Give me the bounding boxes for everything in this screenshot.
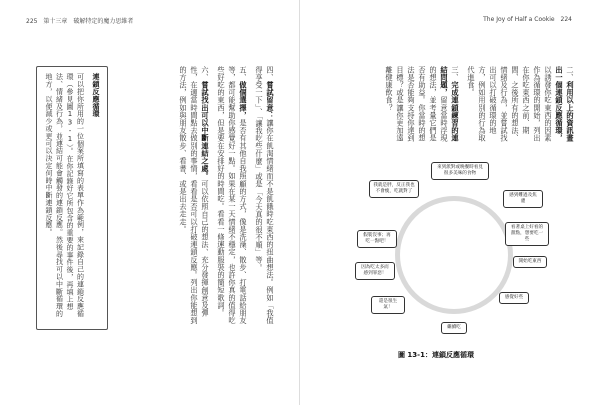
diagram-node: 還是很生氣！ [371, 296, 405, 314]
right-header-title: The Joy of Half a Cookie [483, 16, 555, 23]
diagram-node: 感到難過及焦慮 [503, 190, 543, 208]
right-running-header [483, 16, 572, 23]
item-prefix: 三、 [451, 66, 460, 82]
diagram-node: 我就是胖，反正我也不會瘦，吃就對了 [369, 180, 419, 198]
list-item [466, 66, 576, 146]
diagram-node: 開始吃東西 [513, 256, 547, 268]
item-text: 是否有其他自我照顧的方式，像是洗澡、散步、打電話給朋友等，都可能幫助你感覺好一點。如果在某一天情緒不穩定，也許你真的值得吃些好吃的東西，但是要在安排好的時間吃。看看一條運動服裝的簡短歌詞。 [217, 66, 248, 325]
item-text: 讓你在飢渴情緒而不是飢餓時吃東西的扭曲想法。例如「我值得享受一下」、「讓我吃些什麼」或是「今天真的很不順」等。 [255, 66, 275, 325]
sidebar-title: 連鎖反應循環 [92, 73, 100, 118]
item-prefix: 六、 [201, 66, 210, 82]
list-item [384, 66, 461, 146]
diagram-node: 感覺好些 [499, 292, 529, 304]
left-header-title: 第十三章 破解特定的魔力思維者 [43, 18, 134, 25]
item-prefix: 四、 [266, 66, 275, 82]
left-running-header [26, 16, 133, 25]
right-body-text [379, 66, 576, 146]
diagram-node: 看著桌上好看的甜點，想要吃一些 [505, 222, 549, 246]
diagram-node: 繼續吃 [441, 322, 467, 334]
figure-caption: 圖 13-1：連鎖反應循環 [398, 351, 474, 359]
list-item [216, 66, 249, 326]
left-body-text [173, 66, 276, 326]
list-item [178, 66, 211, 326]
diagram-node: 因為吃太多而感到罪惡！ [355, 262, 395, 280]
diagram-node: 假裝沒事；再吃一點吧！ [357, 230, 397, 248]
item-prefix: 二、 [566, 66, 575, 82]
item-highlight: 利用以上的資訊畫出一個連鎖反應循環， [555, 66, 575, 143]
right-page-number: 224 [560, 16, 572, 23]
chain-reaction-diagram [353, 156, 553, 356]
item-prefix: 五、 [239, 66, 248, 82]
item-text: 以誘發你吃東西的因素作為循環的開始，列出在你吃東西之前、期間、之後所有的想法、情緒及行為，並嘗試找出可以打破循環的地方，例如用別的行為取代進食。 [467, 66, 553, 142]
item-highlight: 嘗試留意： [266, 81, 275, 120]
diagram-node: 來到派對或晚餐時看見很多美味的食物 [431, 162, 489, 180]
item-highlight: 完成連鎖練習的連結問題， [440, 66, 460, 143]
sidebar-body: 可以把你所用的一位個案所填寫的表單作為範例，來記錄自己的連鎖反應循環（參見圖13-1）。在你記錄好它所包含的重要的事件後，再填上想法、情緒及行為，並連結可能會觸發的連鎖反應。然後尋找可以中斷循環的地方，以便減少或更可以決定何時中斷連鎖反應。 [45, 73, 85, 318]
item-highlight: 做個選擇， [239, 81, 248, 120]
item-text: 留意當時浮現的想法，並考量它們是否有助益。你當時的想法是否能夠支持你達到目標？或是讓你更加遠離健康飲食？ [385, 66, 449, 143]
item-highlight: 嘗試找出可以中斷連結之處。 [201, 81, 210, 181]
item-text: 可以依照自己的想法、充分發揮創意及彈性，在適當時間點去做別的事情，看看是否可以打破連鎖反應。列出你能想到的方法，例如與朋友散步、看書、或是出去走走。 [179, 66, 210, 325]
left-page-number: 225 [26, 18, 38, 25]
list-item [254, 66, 276, 326]
sidebar-text [39, 73, 102, 323]
cycle-ring [395, 196, 513, 314]
sidebar-box [36, 66, 108, 330]
